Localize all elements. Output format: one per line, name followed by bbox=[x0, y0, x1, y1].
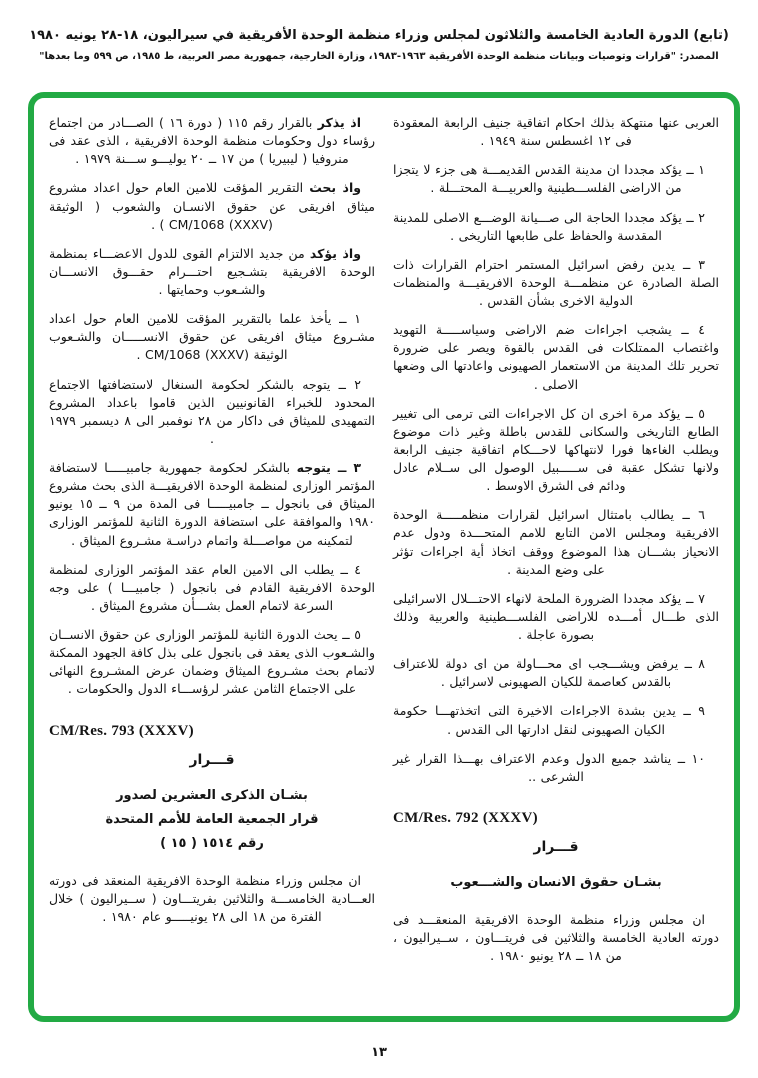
resolution-subject bbox=[49, 784, 375, 856]
paragraph: ٥ ــ يؤكد مرة اخرى ان كل الاجراءات التى ترمى الى تغيير الطابع التاريخى والسكانى للقدس باطلة وغير ذات موضوع ويطلب الغاءها فورا لانتهاكها لاحـــكام اتفاقية جنيف الرابعة ولانها تشكل عقبة فى ســـــبيل الوصول الى ســلام عادل ودائم فى الشرق الاوسط . bbox=[393, 405, 719, 494]
paragraph-body: بالقرار رقم ١١٥ ( دورة ١٦ ) الصـــادر من اجتماع رؤساء دول وحكومات منظمة الوحدة الافريقية ، الذى عقد فى منروفيا ( ليبيريا ) من ١٧ ــ ٢٠ يوليـــو ســـنة ١٩٧٩ . bbox=[49, 115, 375, 167]
right-column bbox=[393, 114, 719, 1008]
paragraph: ان مجلس وزراء منظمة الوحدة الافريقية المنعقد فى دورته العـــادية الخامســـة والثلاثين بفريتـــاون ( ســيراليون ) خلال الفترة من ١٨ الى ٢٨ يونيـــــو عام ١٩٨٠ . bbox=[49, 872, 375, 924]
paragraph-lead: واذ يؤكد bbox=[309, 245, 361, 261]
subject-line: رقم ١٥١٤ ( ١٥ ) bbox=[160, 835, 264, 851]
paragraph bbox=[49, 245, 375, 299]
paragraph-lead: ٣ ــ يتوجه bbox=[296, 460, 361, 475]
resolution-code: CM/Res. 793 (XXXV) bbox=[49, 722, 194, 739]
paragraph-body: من جديد الالتزام القوى للدول الاعضـــاء بمنظمة الوحدة الافريقية بتشـجيع احتـــرام حقـــوق الانســـان والشـعوب وحمايتها . bbox=[49, 245, 375, 297]
paragraph bbox=[49, 459, 375, 550]
page-number: ١٣ bbox=[371, 1045, 387, 1060]
two-column-layout bbox=[49, 114, 719, 1008]
paragraph: ٩ ــ يدين بشدة الاجراءات الاخيرة التى اتخذتهـــا حكومة الكيان الصهيونى لنقل ادارتها الى القدس . bbox=[393, 703, 705, 737]
resolution-heading: قـــرار bbox=[533, 838, 579, 855]
page-header bbox=[10, 28, 748, 62]
paragraph: ٢ ــ يؤكد مجددا الحاجة الى صـــيانة الوضـــع الاصلى للمدينة المقدسة والحفاظ على طابعها التاريخى . bbox=[393, 209, 705, 243]
paragraph-body: بالشكر لحكومة جمهورية جامبيـــــا لاستضافة المؤتمر الوزارى لمنظمة الوحدة الافريقيـــة الذى بحث مشروع الميثاق فى بانجول ــ جامبيـــــا فى المدة من ٩ ــ ١٥ يونيو ١٩٨٠ والموافقة على استضافة الدورة الثانية للمؤتمر الوزارى لتمكينه من مواصـــلة واتمام دراسـة مشـروع الميثاق . bbox=[49, 460, 375, 548]
paragraph: ان مجلس وزراء منظمة الوحدة الافريقية المنعقـــد فى دورته العادية الخامسة والثلاثين فى فريتـــاون ، ســيراليون ، من ١٨ ــ ٢٨ يونيو ١٩٨٠ . bbox=[393, 911, 719, 964]
paragraph: ٦ ــ يطالب بامتثال اسرائيل لقرارات منظمـــــة الوحدة الافريقية ومجلس الامن التابع للامم المتحـــدة ودول عدم الانحياز بشـــان هذا الموضوع ووقف اتخاذ أية اجراءات تؤثر على وضع المدينة . bbox=[393, 507, 719, 577]
paragraph: ٤ ــ يشجب اجراءات ضم الاراضى وسياســـــة التهويد واغتصاب الممتلكات فى القدس بالقوة ويصر على ضرورة تحرير تلك المدينة من الاستعمار الصهيونى واعادتها الى وضعها الاصلى . bbox=[393, 322, 719, 392]
paragraph: ١ ــ يؤكد مجددا ان مدينة القدس القديمـــة هى جزء لا يتجزا من الاراضى الفلســـطينية والعربيـــة المحتـــلة . bbox=[393, 162, 705, 196]
content-frame bbox=[28, 92, 740, 1022]
paragraph-lead: اذ يذكر bbox=[317, 115, 362, 130]
resolution-heading: قـــرار bbox=[189, 751, 235, 768]
paragraph: ٢ ــ يتوجه بالشكر لحكومة السنغال لاستضافتها الاجتماع المحدود للخبراء القانونيين الذين قاموا باعداد المشروع التمهيدى للميثاق فى داكار من ٢٨ نوفمبر الى ٨ ديسمبر ١٩٧٩ . bbox=[49, 376, 375, 446]
header-source-note: المصدر: "قرارات وتوصيات وبيانات منظمة الوحدة الأفريقية ١٩٦٣-١٩٨٣، وزارة الخارجية، جمهورية مصر العربية، ط ١٩٨٥، ص ٥٩٩ وما بعدها" bbox=[39, 51, 719, 62]
resolution-code: CM/Res. 792 (XXXV) bbox=[393, 809, 538, 826]
paragraph: ٨ ــ يرفض ويشـــجب اى محـــاولة من اى دولة للاعتراف بالقدس كعاصمة للكيان الصهيونى لاسرائيل . bbox=[393, 656, 705, 690]
paragraph-body: التقرير المؤقت للامين العام حول اعداد مشروع ميثاق افريقى عن حقوق الانسـان والشعوب ( الوثيقة ‎CM/1068 (XXXV)‎ ) . bbox=[49, 180, 375, 232]
paragraph: ٤ ــ يطلب الى الامين العام عقد المؤتمر الوزارى لمنظمة الوحدة الافريقية القادم فى بانجول ( جامبيـــا ) على وجه السرعة لاتمام العمل بشـــأن مشروع الميثاق . bbox=[49, 561, 375, 613]
paragraph: ٥ ــ يحث الدورة الثانية للمؤتمر الوزارى عن حقوق الانســان والشـعوب الذى يعقد فى بانجول على بذل كافة الجهود الممكنة لاتمام بحث مشـروع الميثاق وضمان عرض المشـروع النهائى على الاجتماع الثامن عشر لرؤســـاء الدول والحكومات . bbox=[49, 627, 375, 697]
paragraph: ٧ ــ يؤكد مجددا الضرورة الملحة لانهاء الاحتـــلال الاسرائيلى الذى طـــال أمـــده للاراضى الفلســـطينية والعربية وذلك بصورة عاجلة . bbox=[393, 590, 719, 642]
subject-line: قرار الجمعية العامة للأمم المتحدة bbox=[105, 811, 319, 827]
resolution-subject: بشـان حقوق الانسان والشـــعوب bbox=[450, 874, 662, 890]
subject-line: بشـان الذكرى العشرين لصدور bbox=[116, 787, 308, 803]
paragraph: ٣ ــ يدين رفض اسرائيل المستمر احترام القرارات ذات الصلة الصادرة عن منظمـــة الوحدة الافريقيـــة والمنظمات الدولية الاخرى بشأن القدس . bbox=[393, 256, 719, 308]
paragraph: ١ ــ يأخذ علما بالتقرير المؤقت للامين العام حول اعداد مشـروع ميثاق افريقى عن حقوق الانســـــان والشـعوب الوثيقة ‎CM/1068 (XXXV)‎ . bbox=[49, 311, 375, 363]
left-column bbox=[49, 114, 375, 1008]
paragraph-lead: واذ بحث bbox=[309, 180, 361, 196]
paragraph: العربى عنها منتهكة بذلك احكام اتفاقية جنيف الرابعة المعقودة فى ١٢ اغسطس سنة ١٩٤٩ . bbox=[393, 115, 719, 149]
paragraph: ١٠ ــ يناشد جميع الدول وعدم الاعتراف بهـــذا القرار غير الشرعى .. bbox=[393, 750, 705, 784]
paragraph bbox=[49, 114, 375, 168]
paragraph bbox=[49, 179, 375, 233]
header-session-title: (تابع) الدورة العادية الخامسة والثلاثون لمجلس وزراء منظمة الوحدة الأفريقية في سيراليون، ١٨-٢٨ يونيه ١٩٨٠ bbox=[29, 28, 729, 43]
